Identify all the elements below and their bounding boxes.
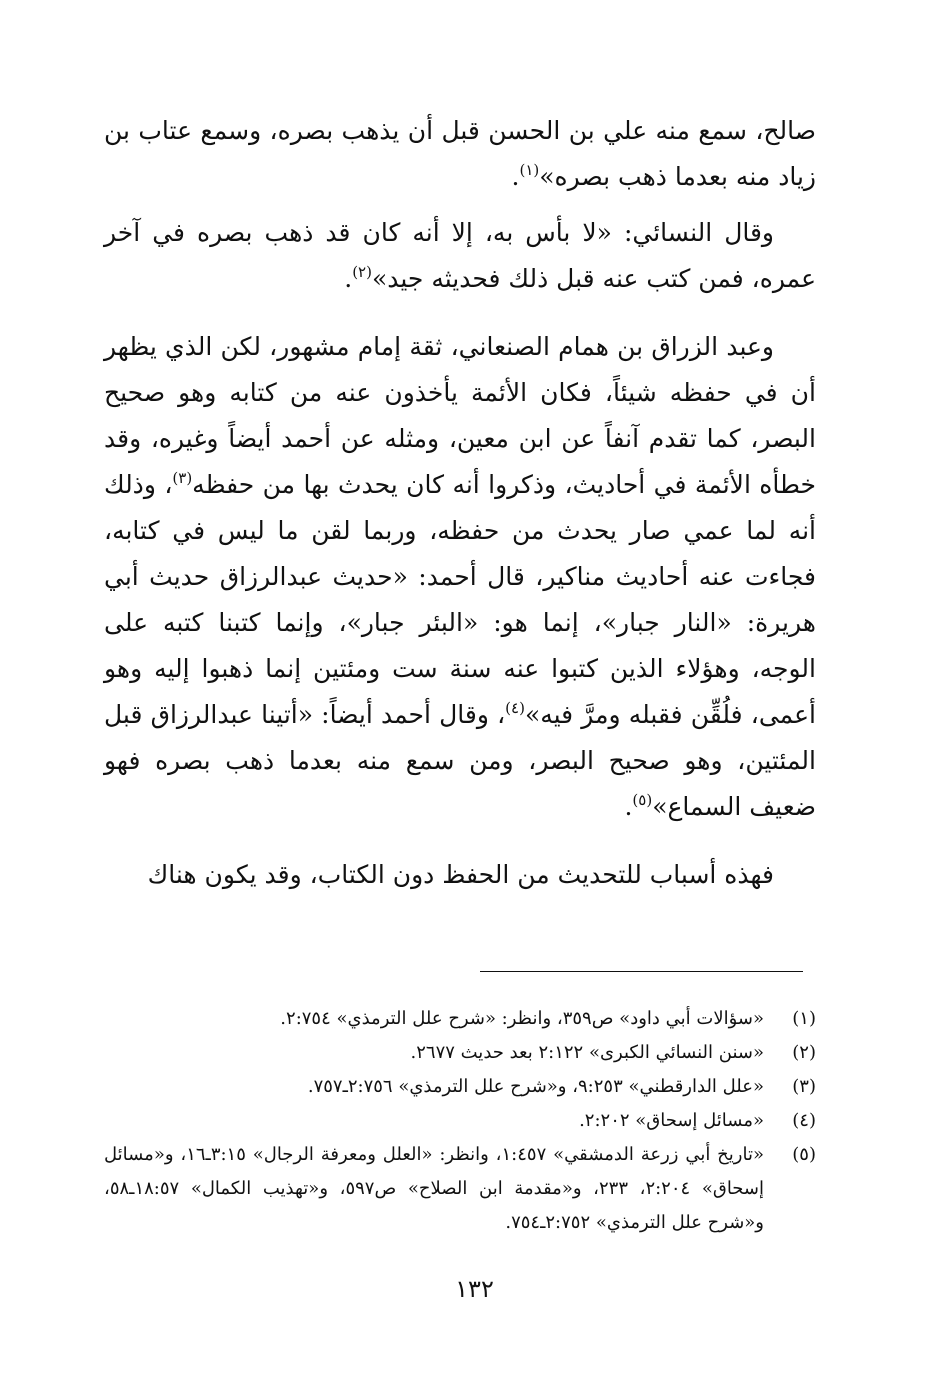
footnote-number: (٣) (792, 1076, 816, 1097)
footnote-ref-2: (٢) (352, 263, 372, 281)
footnote-text: «سنن النسائي الكبرى» ٢:١٢٢ بعد حديث ٢٦٧٧. (410, 1042, 764, 1063)
footnote-3 (104, 1070, 816, 1104)
main-text (104, 108, 816, 920)
footnote-ref-4: (٤) (505, 699, 525, 717)
footnote-number: (٢) (792, 1042, 816, 1063)
footnote-ref-1: (١) (519, 161, 540, 179)
footnote-text: «مسائل إسحاق» ٢:٢٠٢. (579, 1110, 764, 1131)
paragraph-1-text: صالح، سمع منه علي بن الحسن قبل أن يذهب بصره، وسمع عتاب بن زياد منه بعدما ذهب بصره» (104, 116, 816, 191)
footnote-number: (١) (792, 1008, 816, 1029)
paragraph-1-end: . (511, 162, 520, 191)
paragraph-3-end: . (624, 792, 633, 821)
paragraph-2-text: وقال النسائي: «لا بأس به، إلا أنه كان قد ذهب بصره في آخر عمره، فمن كتب عنه قبل ذلك فحديثه جيد» (104, 218, 816, 293)
footnotes (104, 1002, 816, 1240)
footnote-text: «علل الدارقطني» ٩:٢٥٣، و«شرح علل الترمذي» ٢:٧٥٦ـ٧٥٧. (307, 1076, 764, 1097)
paragraph-3-part-a: وعبد الزراق بن همام الصنعاني، ثقة إمام مشهور، لكن الذي يظهر أن في حفظه شيئاً، فكان الأئمة يأخذون عنه من كتابه وهو صحيح البصر، كما تقدم آنفاً عن ابن معين، ومثله عن أحمد أيضاً وغيره، وقد خطأه الأئمة في أحاديث، وذكروا أنه كان يحدث بها من حفظه (104, 332, 816, 499)
footnote-separator (480, 971, 803, 972)
paragraph-2 (104, 210, 816, 302)
footnote-number: (٥) (792, 1144, 816, 1165)
footnote-2 (104, 1036, 816, 1070)
paragraph-3-part-b: ، وذلك أنه لما عمي صار يحدث من حفظه، وربما لقن ما ليس في كتابه، فجاءت عنه أحاديث مناكير، قال أحمد: «حديث عبدالرزاق حديث أبي هريرة: «النار جبار»، إنما هو: «البئر جبار»، وإنما كتبنا كتبه على الوجه، وهؤلاء الذين كتبوا عنه سنة ست ومئتين إنما ذهبوا إليه وهو أعمى، فلُقِّن فقبله ومرَّ فيه» (104, 470, 816, 729)
paragraph-1 (104, 108, 816, 200)
footnote-number: (٤) (792, 1110, 816, 1131)
footnote-ref-5: (٥) (632, 791, 653, 809)
paragraph-4-text: فهذه أسباب للتحديث من الحفظ دون الكتاب، وقد يكون هناك (147, 860, 774, 889)
paragraph-4 (104, 852, 816, 898)
paragraph-3 (104, 324, 816, 830)
footnote-text: «سؤالات أبي داود» ص٣٥٩، وانظر: «شرح علل الترمذي» ٢:٧٥٤. (280, 1008, 764, 1029)
paragraph-3-part-c: ، وقال أحمد أيضاً: «أتينا عبدالرزاق قبل المئتين، وهو صحيح البصر، ومن سمع منه بعدما ذهب بصره فهو ضعيف السماع» (104, 700, 816, 821)
footnote-ref-3: (٣) (172, 469, 193, 487)
footnote-4 (104, 1104, 816, 1138)
footnote-1 (104, 1002, 816, 1036)
footnote-5 (104, 1138, 816, 1240)
page-number: ١٣٢ (455, 1275, 494, 1303)
footnote-text: «تاريخ أبي زرعة الدمشقي» ١:٤٥٧، وانظر: «العلل ومعرفة الرجال» ٣:١٥ـ١٦، و«مسائل إسحاق» ٢:٢٠٤، ٢٣٣، و«مقدمة ابن الصلاح» ص٥٩٧، و«تهذيب الكمال» ١٨:٥٧ـ٥٨، و«شرح علل الترمذي» ٢:٧٥٢ـ٧٥٤. (104, 1144, 765, 1233)
paragraph-2-end: . (344, 264, 353, 293)
